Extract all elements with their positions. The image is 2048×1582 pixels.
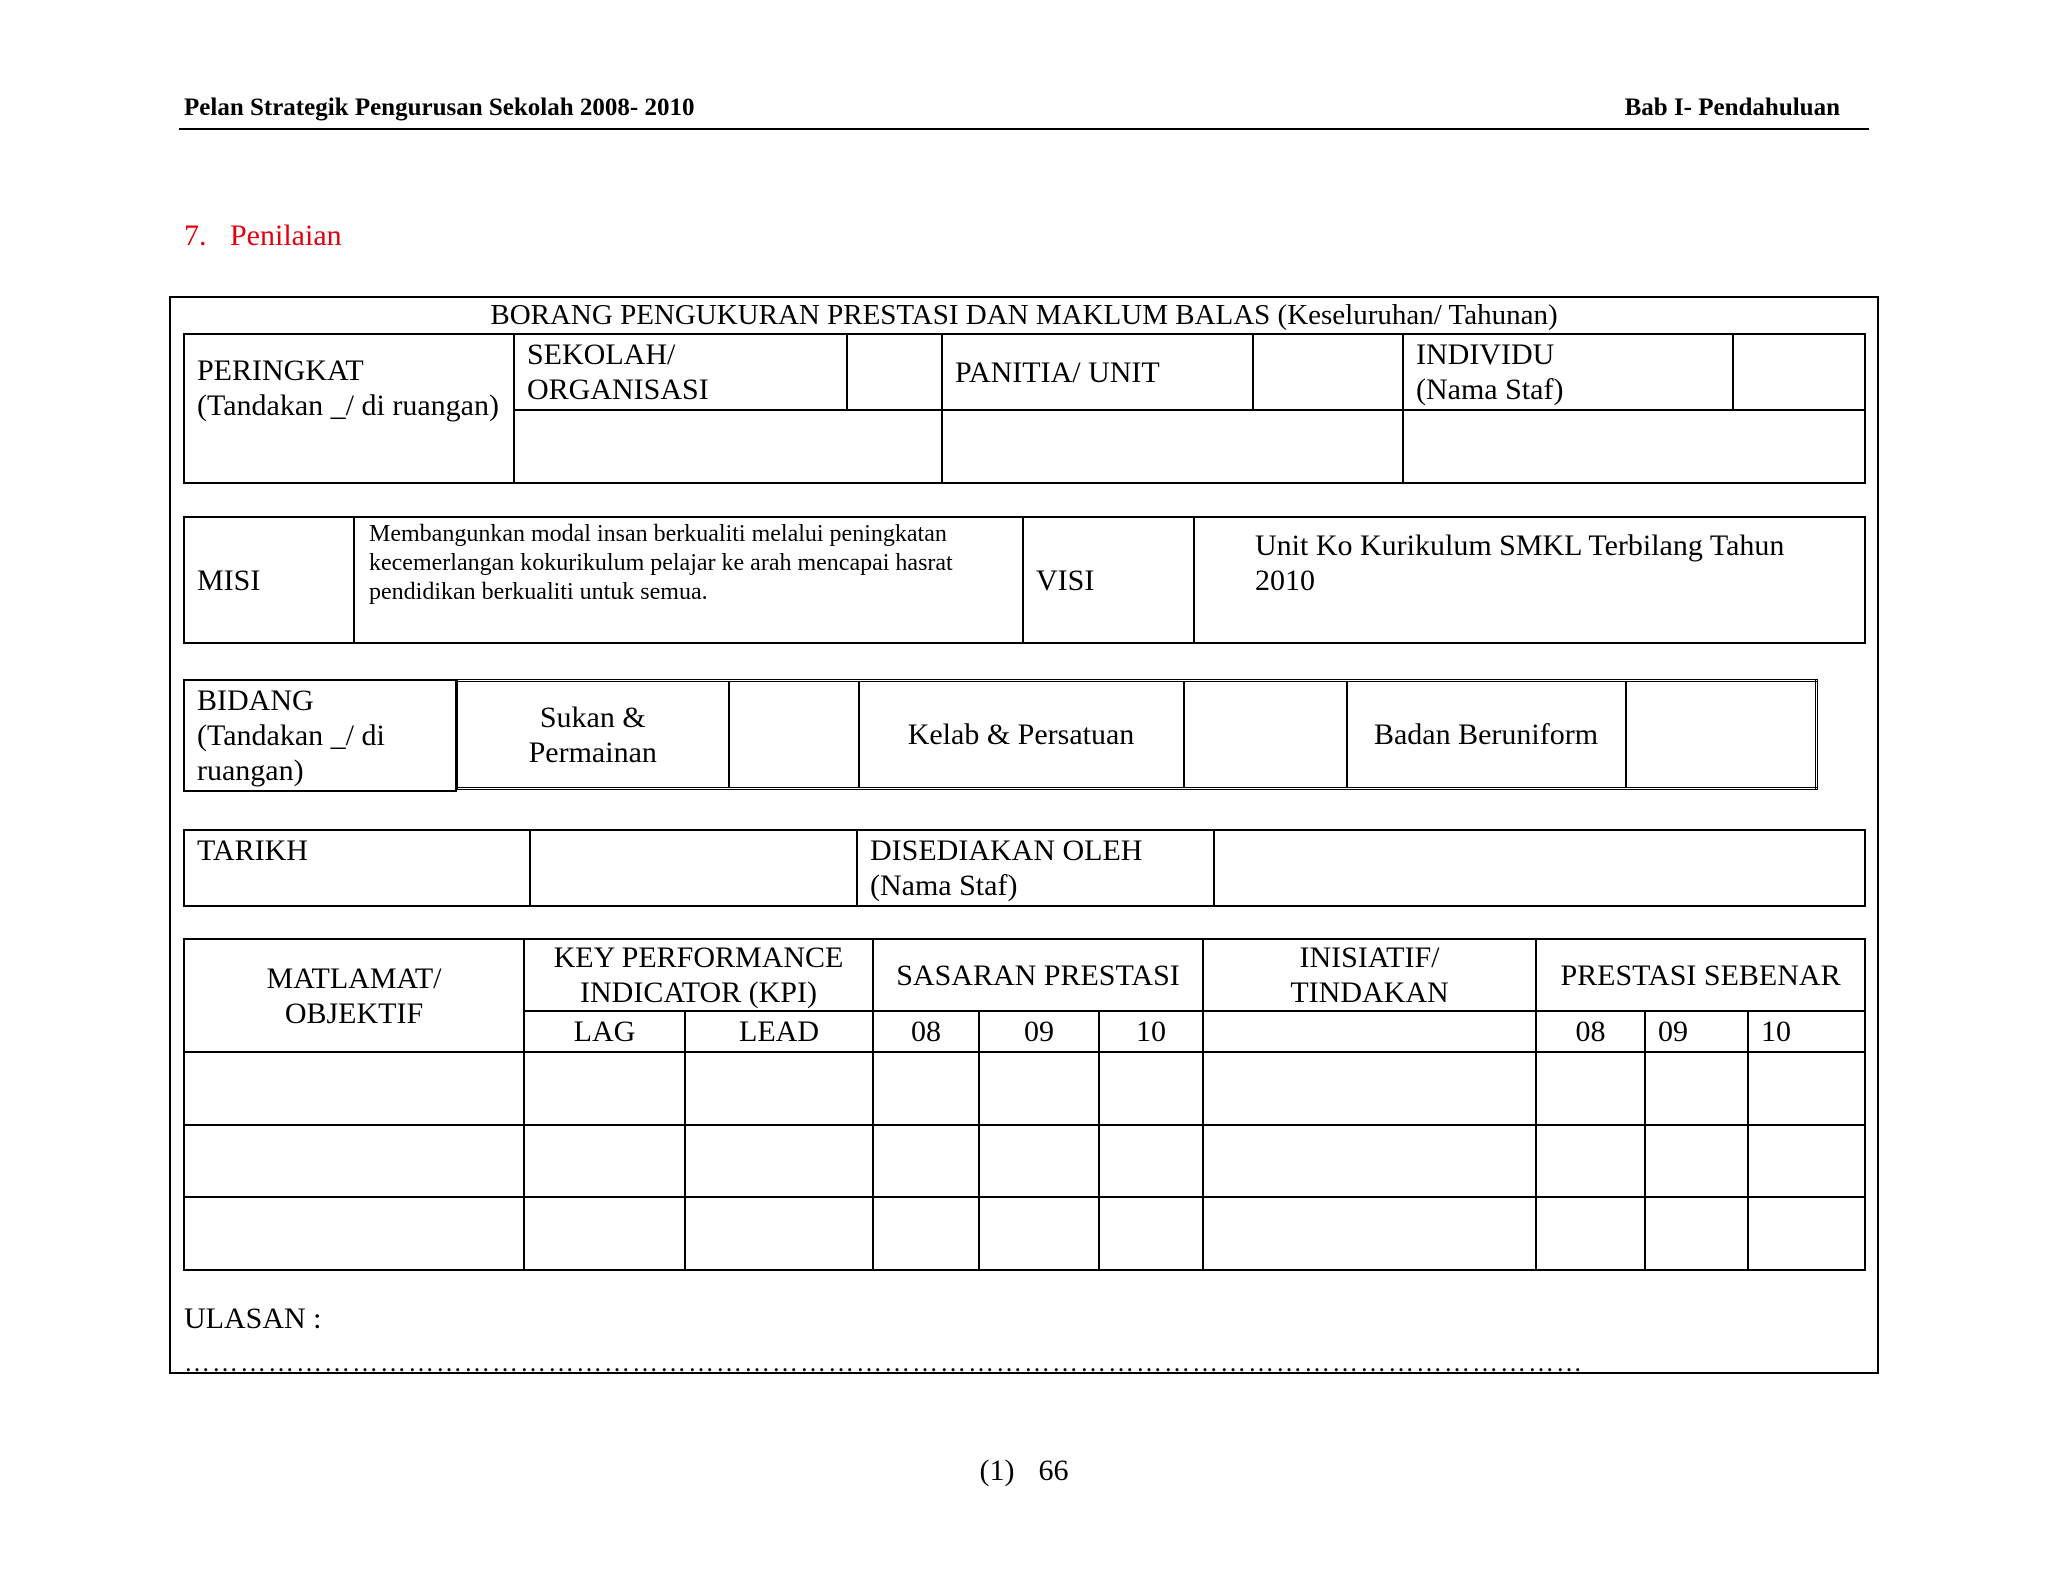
table-cell[interactable] bbox=[1203, 1125, 1536, 1197]
table-cell[interactable] bbox=[1645, 1125, 1748, 1197]
bidang-option-uniform: Badan Beruniform bbox=[1347, 681, 1626, 789]
misi-text: Membangunkan modal insan berkualiti melalui peningkatan kecemerlangan kokurikulum pelajar ke arah mencapai hasrat pendidikan berkualiti untuk semua. bbox=[354, 517, 1023, 643]
table-cell[interactable] bbox=[1536, 1052, 1645, 1125]
header-rule bbox=[179, 128, 1869, 130]
table-cell[interactable] bbox=[1203, 1052, 1536, 1125]
visi-label: VISI bbox=[1023, 517, 1194, 643]
table-cell[interactable] bbox=[1536, 1125, 1645, 1197]
bidang-label-table bbox=[183, 679, 457, 792]
individu-field[interactable] bbox=[1403, 410, 1865, 483]
peringkat-label: PERINGKAT (Tandakan _/ di ruangan) bbox=[184, 334, 514, 483]
prestasi-year-10: 10 bbox=[1748, 1011, 1865, 1052]
table-cell[interactable] bbox=[873, 1052, 979, 1125]
table-cell[interactable] bbox=[1203, 1197, 1536, 1270]
table-cell[interactable] bbox=[184, 1052, 524, 1125]
table-cell[interactable] bbox=[685, 1197, 873, 1270]
prestasi-header: PRESTASI SEBENAR bbox=[1536, 939, 1865, 1011]
section-heading bbox=[184, 219, 342, 253]
peringkat-table bbox=[183, 333, 1866, 484]
footer-marker: (1) bbox=[979, 1454, 1015, 1487]
page-footer bbox=[0, 1454, 2048, 1488]
sasaran-year-10: 10 bbox=[1099, 1011, 1203, 1052]
disediakan-label: DISEDIAKAN OLEH (Nama Staf) bbox=[857, 830, 1214, 906]
ulasan-dotted-line[interactable]: …………………………………………………………………………………………………………………………………… bbox=[184, 1348, 1584, 1377]
sekolah-field[interactable] bbox=[514, 410, 942, 483]
individu-label: INDIVIDU (Nama Staf) bbox=[1403, 334, 1733, 410]
uniform-checkbox[interactable] bbox=[1626, 681, 1817, 789]
bidang-label: BIDANG (Tandakan _/ di ruangan) bbox=[184, 680, 456, 791]
inisiatif-subheader bbox=[1203, 1011, 1536, 1052]
prestasi-year-09: 09 bbox=[1645, 1011, 1748, 1052]
table-cell[interactable] bbox=[1748, 1125, 1865, 1197]
table-cell[interactable] bbox=[1099, 1197, 1203, 1270]
lead-header: LEAD bbox=[685, 1011, 873, 1052]
table-cell[interactable] bbox=[524, 1197, 685, 1270]
bidang-options-table bbox=[455, 679, 1818, 790]
tarikh-field[interactable] bbox=[530, 830, 857, 906]
page-number: 66 bbox=[1038, 1454, 1069, 1487]
table-cell[interactable] bbox=[1536, 1197, 1645, 1270]
bidang-option-kelab: Kelab & Persatuan bbox=[859, 681, 1184, 789]
bidang-option-sukan: Sukan & Permainan bbox=[457, 681, 729, 789]
misi-label: MISI bbox=[184, 517, 354, 643]
table-row bbox=[184, 1197, 1865, 1270]
table-cell[interactable] bbox=[1099, 1125, 1203, 1197]
disediakan-field[interactable] bbox=[1214, 830, 1865, 906]
sasaran-year-09: 09 bbox=[979, 1011, 1099, 1052]
tarikh-label: TARIKH bbox=[184, 830, 530, 906]
table-cell[interactable] bbox=[524, 1125, 685, 1197]
table-cell[interactable] bbox=[979, 1197, 1099, 1270]
misi-visi-table bbox=[183, 516, 1866, 644]
table-row bbox=[184, 1052, 1865, 1125]
panitia-checkbox[interactable] bbox=[1253, 334, 1403, 410]
kpi-table bbox=[183, 938, 1866, 1271]
sasaran-header: SASARAN PRESTASI bbox=[873, 939, 1203, 1011]
table-cell[interactable] bbox=[524, 1052, 685, 1125]
sukan-checkbox[interactable] bbox=[729, 681, 859, 789]
table-cell[interactable] bbox=[873, 1197, 979, 1270]
table-cell[interactable] bbox=[685, 1125, 873, 1197]
visi-text: Unit Ko Kurikulum SMKL Terbilang Tahun 2010 bbox=[1194, 517, 1865, 643]
individu-checkbox[interactable] bbox=[1733, 334, 1865, 410]
table-cell[interactable] bbox=[184, 1197, 524, 1270]
tarikh-table bbox=[183, 829, 1866, 907]
table-cell[interactable] bbox=[1645, 1197, 1748, 1270]
section-title: Penilaian bbox=[230, 219, 342, 252]
table-cell[interactable] bbox=[873, 1125, 979, 1197]
kelab-checkbox[interactable] bbox=[1184, 681, 1347, 789]
table-cell[interactable] bbox=[685, 1052, 873, 1125]
kpi-header: KEY PERFORMANCE INDICATOR (KPI) bbox=[524, 939, 873, 1011]
document-header-chapter: Bab I- Pendahuluan bbox=[1624, 94, 1840, 121]
table-cell[interactable] bbox=[979, 1052, 1099, 1125]
form-title: BORANG PENGUKURAN PRESTASI DAN MAKLUM BALAS (Keseluruhan/ Tahunan) bbox=[490, 299, 1558, 331]
document-header-title: Pelan Strategik Pengurusan Sekolah 2008- 2010 bbox=[184, 94, 695, 121]
table-cell[interactable] bbox=[979, 1125, 1099, 1197]
section-number: 7. bbox=[184, 219, 207, 252]
panitia-label: PANITIA/ UNIT bbox=[942, 334, 1253, 410]
table-cell[interactable] bbox=[1748, 1052, 1865, 1125]
matlamat-header: MATLAMAT/ OBJEKTIF bbox=[184, 939, 524, 1052]
sekolah-checkbox[interactable] bbox=[847, 334, 942, 410]
sasaran-year-08: 08 bbox=[873, 1011, 979, 1052]
sekolah-label: SEKOLAH/ ORGANISASI bbox=[514, 334, 847, 410]
table-row bbox=[184, 1125, 1865, 1197]
ulasan-label: ULASAN : bbox=[184, 1302, 322, 1335]
panitia-field[interactable] bbox=[942, 410, 1403, 483]
prestasi-year-08: 08 bbox=[1536, 1011, 1645, 1052]
lag-header: LAG bbox=[524, 1011, 685, 1052]
table-cell[interactable] bbox=[184, 1125, 524, 1197]
table-cell[interactable] bbox=[1099, 1052, 1203, 1125]
table-cell[interactable] bbox=[1645, 1052, 1748, 1125]
inisiatif-header: INISIATIF/ TINDAKAN bbox=[1203, 939, 1536, 1011]
table-cell[interactable] bbox=[1748, 1197, 1865, 1270]
